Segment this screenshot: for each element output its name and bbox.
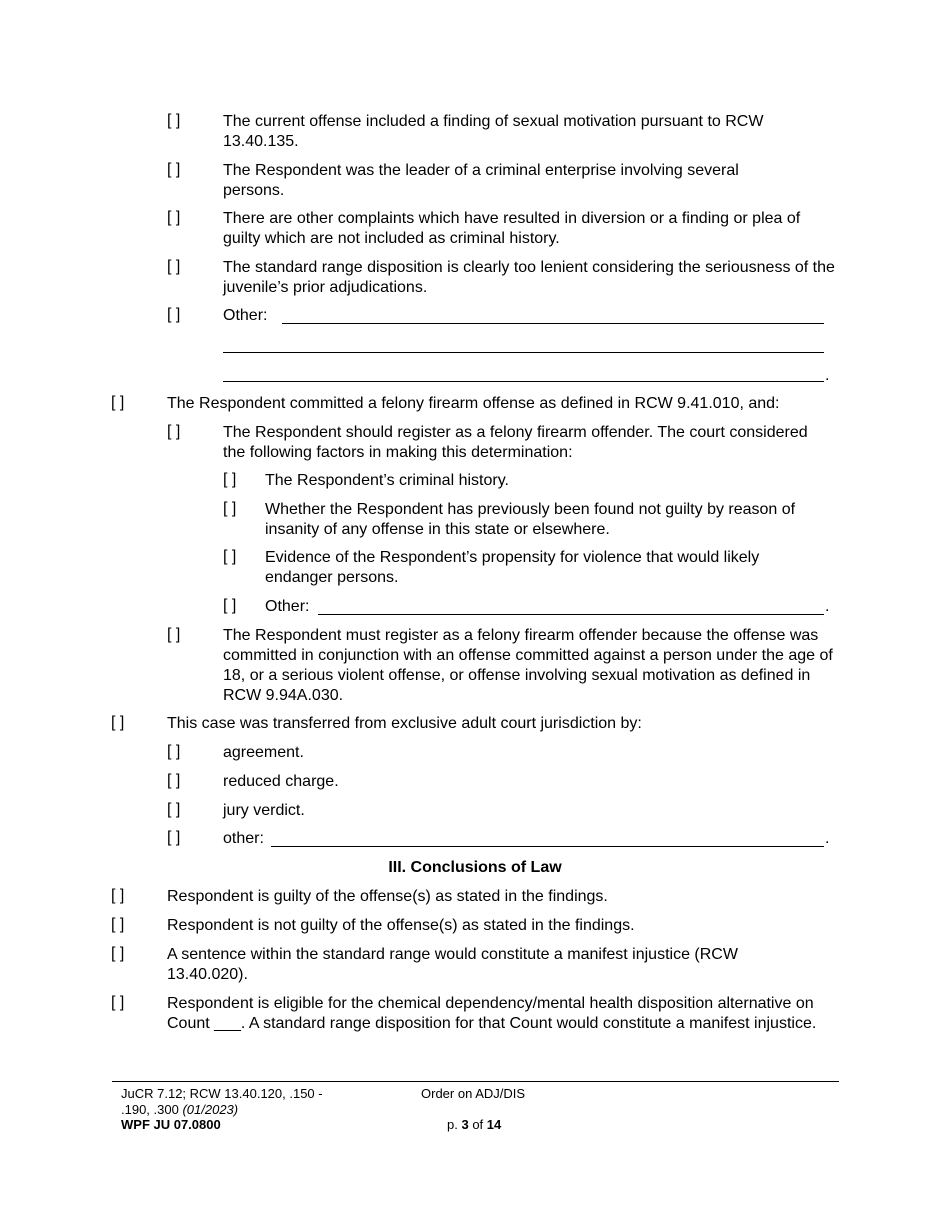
conclusion-disposition-alternative: Respondent is eligible for the chemical dependency/mental health disposition alternative on Count ___. A standard range disposition for that Count would constitute a manifest injustice. (167, 995, 817, 1032)
period: . (825, 598, 830, 615)
checkbox[interactable]: [ ] (111, 945, 125, 962)
factor-other-fill-line[interactable] (318, 614, 824, 615)
factor-other-label: Other: (265, 598, 310, 615)
checkbox[interactable]: [ ] (167, 743, 181, 760)
checkbox[interactable]: [ ] (223, 597, 237, 614)
finding-too-lenient: The standard range disposition is clearly too lenient considering the seriousness of the juvenile’s prior adjudications. (223, 259, 835, 296)
transfer-other-label: other: (223, 830, 264, 847)
checkbox[interactable]: [ ] (167, 626, 181, 643)
footer-page-number (447, 1117, 501, 1133)
finding-sexual-motivation: The current offense included a finding of sexual motivation pursuant to RCW 13.40.135. (223, 113, 764, 150)
checkbox[interactable]: [ ] (167, 258, 181, 275)
should-register-finding: The Respondent should register as a felony firearm offender. The court considered the following factors in making this determination: (223, 424, 808, 461)
checkbox[interactable]: [ ] (111, 394, 125, 411)
footer-form-id: WPF JU 07.0800 (121, 1117, 221, 1132)
felony-firearm-finding: The Respondent committed a felony firearm offense as defined in RCW 9.41.010, and: (167, 395, 780, 412)
checkbox[interactable]: [ ] (167, 112, 181, 129)
transfer-agreement: agreement. (223, 744, 304, 761)
checkbox[interactable]: [ ] (167, 306, 181, 323)
factor-criminal-history: The Respondent’s criminal history. (265, 472, 509, 489)
checkbox[interactable]: [ ] (111, 887, 125, 904)
checkbox[interactable]: [ ] (167, 801, 181, 818)
transfer-other-fill-line[interactable] (271, 846, 824, 847)
checkbox[interactable]: [ ] (167, 423, 181, 440)
checkbox[interactable]: [ ] (111, 994, 125, 1011)
transfer-jury-verdict: jury verdict. (223, 802, 305, 819)
section-heading: III. Conclusions of Law (388, 859, 562, 876)
period: . (825, 367, 830, 384)
footer-citation (121, 1086, 351, 1118)
footer-rule (112, 1081, 839, 1082)
must-register-finding: The Respondent must register as a felony firearm offender because the offense was committed in conjunction with an offense committed against a person under the age of 18, or a serious violent offense, or offense involving sexual motivation as defined in RCW 9.94A.030. (223, 627, 833, 704)
page-total: 14 (486, 1117, 502, 1132)
conclusion-guilty: Respondent is guilty of the offense(s) as stated in the findings. (167, 888, 608, 905)
checkbox[interactable]: [ ] (167, 161, 181, 178)
page-prefix: p. (447, 1117, 462, 1132)
checkbox[interactable]: [ ] (223, 548, 237, 565)
transfer-reduced-charge: reduced charge. (223, 773, 339, 790)
conclusion-manifest-injustice: A sentence within the standard range would constitute a manifest injustice (RCW 13.40.020). (167, 946, 738, 983)
other-label: Other: (223, 307, 268, 324)
checkbox[interactable]: [ ] (167, 209, 181, 226)
factor-violence: Evidence of the Respondent’s propensity for violence that would likely endanger persons. (265, 549, 760, 586)
checkbox[interactable]: [ ] (223, 500, 237, 517)
checkbox[interactable]: [ ] (223, 471, 237, 488)
footer-citation-text: JuCR 7.12; RCW 13.40.120, .150 - .190, .300 (121, 1086, 323, 1117)
finding-criminal-enterprise: The Respondent was the leader of a criminal enterprise involving several persons. (223, 162, 739, 199)
other-fill-line[interactable] (282, 323, 824, 324)
footer-title: Order on ADJ/DIS (421, 1086, 526, 1101)
other-fill-line[interactable] (223, 352, 824, 353)
checkbox[interactable]: [ ] (167, 772, 181, 789)
checkbox[interactable]: [ ] (167, 829, 181, 846)
checkbox[interactable]: [ ] (111, 714, 125, 731)
other-fill-line[interactable] (223, 381, 824, 382)
factor-insanity: Whether the Respondent has previously been found not guilty by reason of insanity of any offense in this state or elsewhere. (265, 501, 796, 538)
transfer-finding: This case was transferred from exclusive adult court jurisdiction by: (167, 715, 642, 732)
footer-date: (01/2023) (182, 1102, 239, 1117)
finding-other-complaints: There are other complaints which have resulted in diversion or a finding or plea of guilty which are not included as criminal history. (223, 210, 801, 247)
period: . (825, 830, 830, 847)
conclusion-not-guilty: Respondent is not guilty of the offense(s) as stated in the findings. (167, 917, 635, 934)
page-of: of (468, 1117, 487, 1132)
page-num: 3 (461, 1117, 469, 1132)
checkbox[interactable]: [ ] (111, 916, 125, 933)
